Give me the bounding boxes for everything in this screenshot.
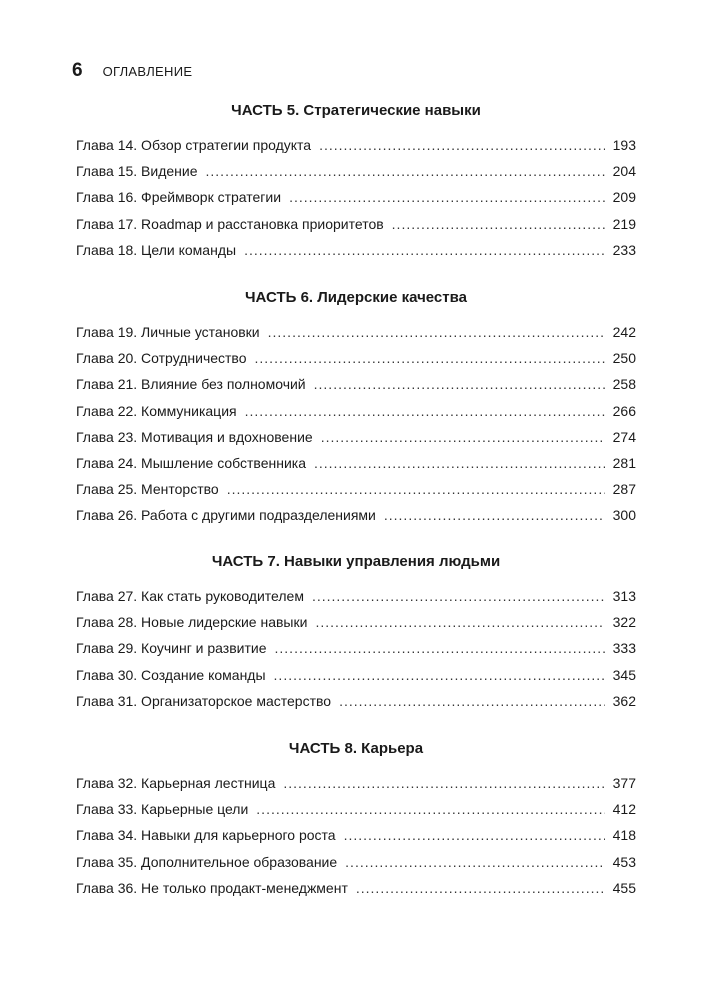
chapter-title: Глава 14. Обзор стратегии продукта <box>76 137 312 153</box>
chapter-title: Глава 20. Сотрудничество <box>76 350 247 367</box>
chapter-page: 377 <box>612 775 636 791</box>
toc-entry[interactable] <box>76 450 636 476</box>
chapter-title: Глава 22. Коммуникация <box>76 402 237 419</box>
dot-leader <box>314 450 605 476</box>
chapter-title: Глава 34. Навыки для карьерного роста <box>76 827 336 844</box>
toc-entry[interactable] <box>76 319 636 345</box>
chapter-page: 204 <box>612 163 636 180</box>
chapter-page: 242 <box>612 324 636 340</box>
dot-leader <box>245 398 605 424</box>
chapter-page: 287 <box>612 481 636 498</box>
page-number: 6 <box>72 60 83 81</box>
part-title: ЧАСТЬ 5. Стратегические навыки <box>231 102 481 119</box>
dot-leader <box>275 635 605 661</box>
chapter-page: 219 <box>612 215 636 232</box>
chapter-page: 209 <box>612 189 636 206</box>
page-header <box>72 60 192 82</box>
chapter-page: 322 <box>612 614 636 631</box>
dot-leader <box>384 502 605 528</box>
chapter-page: 418 <box>612 827 636 844</box>
toc-entry[interactable] <box>76 184 636 210</box>
chapter-page: 455 <box>612 879 636 896</box>
dot-leader <box>206 158 605 184</box>
dot-leader <box>315 609 604 635</box>
dot-leader <box>227 476 605 502</box>
dot-leader <box>319 132 605 158</box>
dot-leader <box>289 184 605 210</box>
chapter-title: Глава 27. Как стать руководителем <box>76 588 304 604</box>
chapter-title: Глава 26. Работа с другими подразделениями <box>76 507 376 524</box>
toc-entry[interactable] <box>76 345 636 371</box>
dot-leader <box>256 796 604 822</box>
chapter-title: Глава 15. Видение <box>76 163 198 180</box>
chapter-title: Глава 35. Дополнительное образование <box>76 853 338 870</box>
toc-part-6 <box>76 287 636 529</box>
dot-leader <box>255 345 605 371</box>
chapter-page: 233 <box>612 241 636 258</box>
toc-entry[interactable] <box>76 796 636 822</box>
dot-leader <box>344 822 605 848</box>
chapter-page: 453 <box>612 853 636 870</box>
toc-entry[interactable] <box>76 635 636 661</box>
toc-entry[interactable] <box>76 424 636 450</box>
toc-entry[interactable] <box>76 237 636 263</box>
part-title: ЧАСТЬ 6. Лидерские качества <box>245 289 467 306</box>
dot-leader <box>345 849 604 875</box>
dot-leader <box>283 770 604 796</box>
chapter-title: Глава 24. Мышление собственника <box>76 454 306 471</box>
toc-entry[interactable] <box>76 211 636 237</box>
toc-entry[interactable] <box>76 770 636 796</box>
toc-entry[interactable] <box>76 822 636 848</box>
chapter-title: Глава 21. Влияние без полномочий <box>76 376 306 393</box>
toc-entry[interactable] <box>76 476 636 502</box>
running-head: ОГЛАВЛЕНИЕ <box>102 64 193 79</box>
toc-entry[interactable] <box>76 583 636 609</box>
chapter-page: 362 <box>612 692 636 709</box>
part-title: ЧАСТЬ 7. Навыки управления людьми <box>211 553 501 570</box>
dot-leader <box>274 662 605 688</box>
toc-entry[interactable] <box>76 502 636 528</box>
chapter-title: Глава 31. Организаторское мастерство <box>76 692 332 709</box>
toc-part-7 <box>76 551 636 714</box>
chapter-page: 266 <box>612 402 636 419</box>
dot-leader <box>339 688 605 714</box>
part-title: ЧАСТЬ 8. Карьера <box>288 740 424 757</box>
chapter-title: Глава 32. Карьерная лестница <box>76 775 276 791</box>
toc-entry[interactable] <box>76 688 636 714</box>
chapter-title: Глава 19. Личные установки <box>76 324 260 340</box>
chapter-title: Глава 30. Создание команды <box>76 666 266 683</box>
toc-entry[interactable] <box>76 132 636 158</box>
dot-leader <box>244 237 605 263</box>
toc-part-5 <box>76 100 636 263</box>
chapter-title: Глава 36. Не только продакт-менеджмент <box>76 879 348 896</box>
toc-entry[interactable] <box>76 371 636 397</box>
dot-leader <box>321 424 605 450</box>
chapter-page: 313 <box>612 588 636 604</box>
toc-part-8 <box>76 738 636 901</box>
toc-entry[interactable] <box>76 398 636 424</box>
chapter-page: 281 <box>612 454 636 471</box>
dot-leader <box>314 371 605 397</box>
chapter-page: 193 <box>612 137 636 153</box>
chapter-title: Глава 16. Фреймворк стратегии <box>76 189 282 206</box>
dot-leader <box>268 319 605 345</box>
toc-entry[interactable] <box>76 849 636 875</box>
chapter-page: 300 <box>612 507 636 524</box>
toc-entry[interactable] <box>76 609 636 635</box>
chapter-title: Глава 18. Цели команды <box>76 241 237 258</box>
chapter-page: 274 <box>612 428 636 445</box>
chapter-page: 250 <box>612 350 636 367</box>
dot-leader <box>392 211 605 237</box>
chapter-title: Глава 33. Карьерные цели <box>76 801 249 818</box>
chapter-page: 333 <box>612 640 636 657</box>
chapter-title: Глава 17. Roadmap и расстановка приоритетов <box>76 215 384 232</box>
chapter-title: Глава 23. Мотивация и вдохновение <box>76 428 313 445</box>
chapter-title: Глава 28. Новые лидерские навыки <box>76 614 308 631</box>
toc-entry[interactable] <box>76 662 636 688</box>
chapter-title: Глава 29. Коучинг и развитие <box>76 640 267 657</box>
toc-entry[interactable] <box>76 875 636 901</box>
chapter-page: 258 <box>612 376 636 393</box>
chapter-page: 412 <box>612 801 636 818</box>
toc-entry[interactable] <box>76 158 636 184</box>
dot-leader <box>312 583 605 609</box>
chapter-page: 345 <box>612 666 636 683</box>
chapter-title: Глава 25. Менторство <box>76 481 219 498</box>
dot-leader <box>356 875 605 901</box>
